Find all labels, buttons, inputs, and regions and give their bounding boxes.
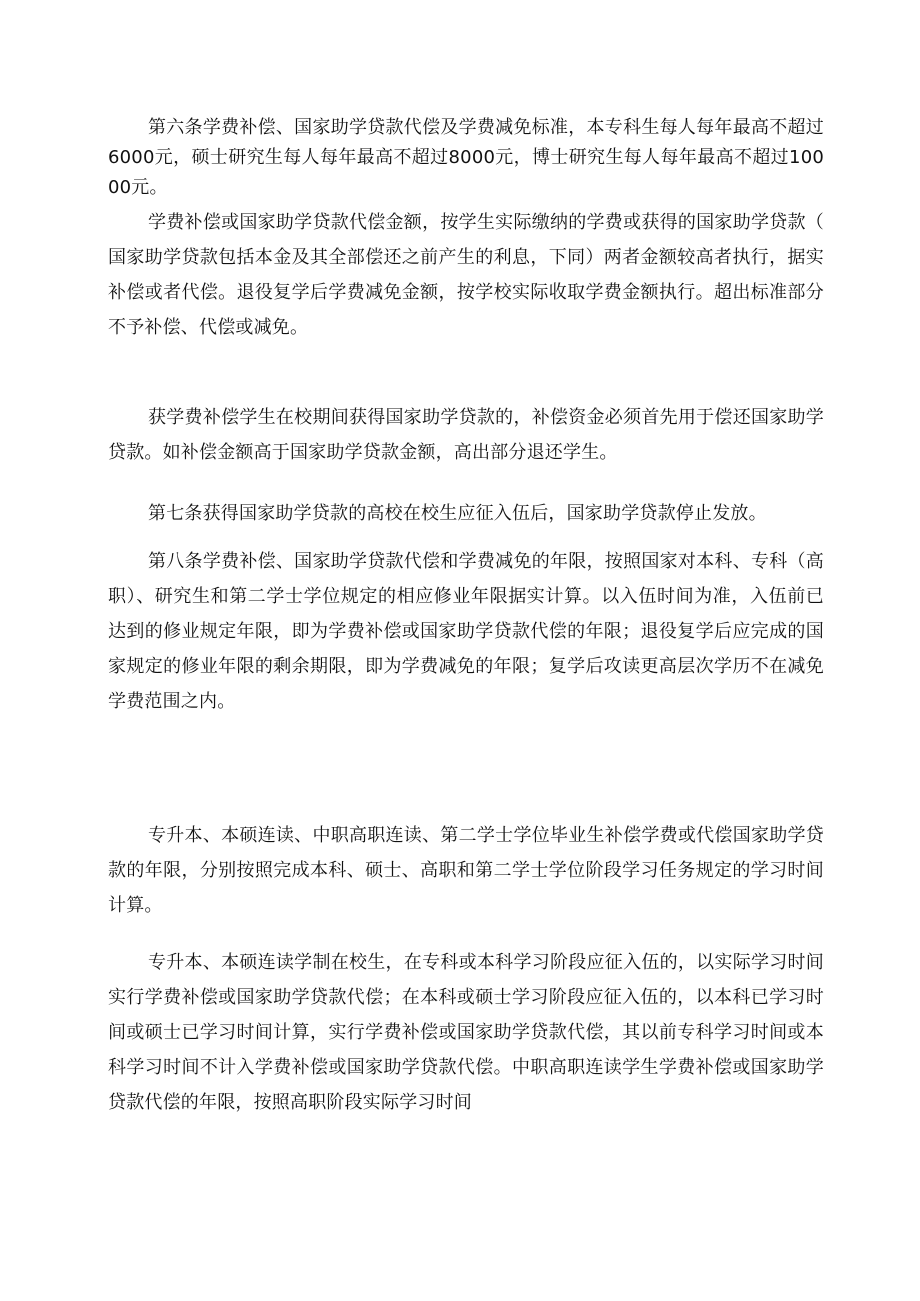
paragraph-article-6: 第六条学费补偿、国家助学贷款代偿及学费减免标准，本专科生每人每年最高不超过6000元，硕士研究生每人每年最高不超过8000元，博士研究生每人每年最高不超过10000元。 — [108, 117, 824, 198]
paragraph-loan-priority: 获学费补偿学生在校期间获得国家助学贷款的，补偿资金必须首先用于偿还国家助学贷款。如补偿金额高于国家助学贷款金额，高出部分退还学生。 — [108, 407, 824, 463]
paragraph-combined-programs: 专升本、本硕连读、中职高职连读、第二学士学位毕业生补偿学费或代偿国家助学贷款的年限，分别按照完成本科、硕士、高职和第二学士学位阶段学习任务规定的学习时间计算。 — [108, 825, 824, 916]
paragraph-article-7: 第七条获得国家助学贷款的高校在校生应征入伍后，国家助学贷款停止发放。 — [148, 503, 767, 524]
paragraph-article-8: 第八条学费补偿、国家助学贷款代偿和学费减免的年限，按照国家对本科、专科（高职）、研究生和第二学士学位规定的相应修业年限据实计算。以入伍时间为准，入伍前已达到的修业规定年限，即为学费补偿或国家助学贷款代偿的年限；退役复学后应完成的国家规定的修业年限的剩余期限，即为学费减免的年限；复学后攻读更高层次学历不在减免学费范围之内。 — [108, 551, 824, 712]
paragraph-compensation-amount: 学费补偿或国家助学贷款代偿金额，按学生实际缴纳的学费或获得的国家助学贷款（国家助学贷款包括本金及其全部偿还之前产生的利息，下同）两者金额较高者执行，据实补偿或者代偿。退役复学后学费减免金额，按学校实际收取学费金额执行。超出标准部分不予补偿、代偿或减免。 — [108, 212, 824, 338]
paragraph-combined-programs-detail: 专升本、本硕连读学制在校生，在专科或本科学习阶段应征入伍的，以实际学习时间实行学费补偿或国家助学贷款代偿；在本科或硕士学习阶段应征入伍的，以本科已学习时间或硕士已学习时间计算，实行学费补偿或国家助学贷款代偿，其以前专科学习时间或本科学习时间不计入学费补偿或国家助学贷款代偿。中职高职连读学生学费补偿或国家助学贷款代偿的年限，按照高职阶段实际学习时间 — [108, 952, 824, 1113]
